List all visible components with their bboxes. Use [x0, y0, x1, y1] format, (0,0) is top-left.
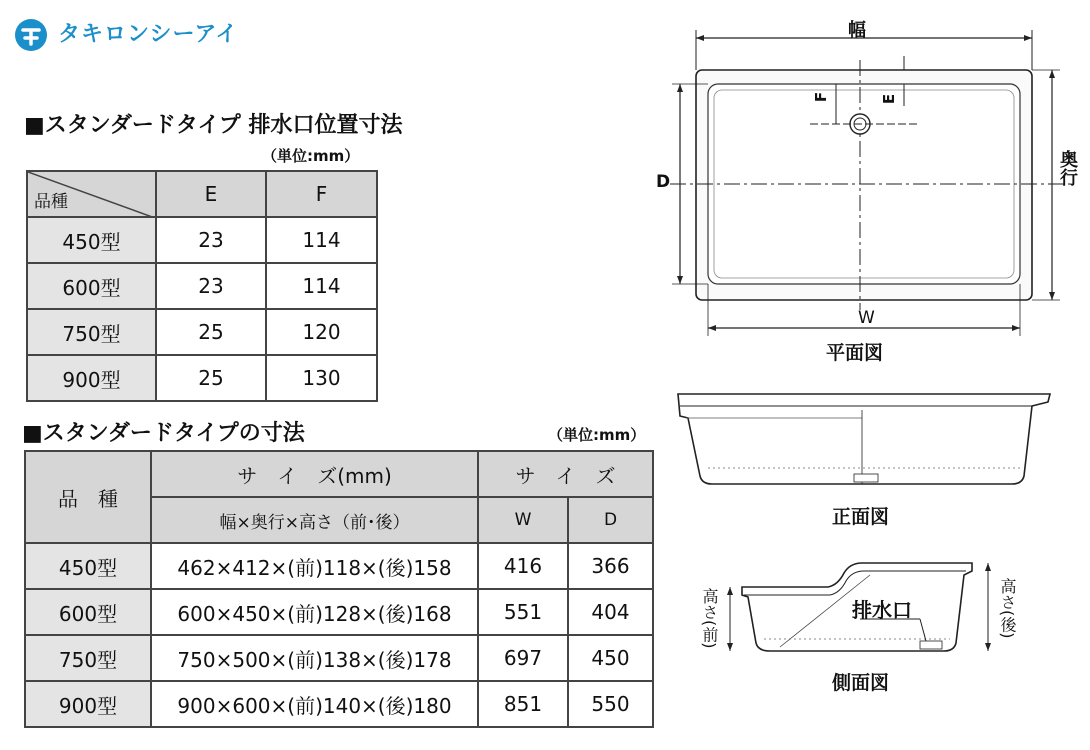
- drain-row-name: 900型: [27, 355, 156, 401]
- size-row-d: 404: [568, 589, 653, 635]
- plan-e-label: E: [880, 93, 899, 105]
- drain-row-f: 130: [266, 355, 377, 401]
- front-caption: 正面図: [832, 506, 890, 528]
- side-back-height-label: 高さ(後): [998, 578, 1017, 639]
- plan-w-label: W: [858, 308, 875, 328]
- side-drain-label: 排水口: [852, 598, 912, 622]
- size-row-w: 851: [478, 681, 568, 727]
- table-row: [27, 309, 377, 355]
- front-view-diagram: [672, 388, 1056, 498]
- drain-row-f: 114: [266, 217, 377, 263]
- size-header-name: 品 種: [25, 451, 151, 543]
- size-header-inner: サ イ ズ: [478, 451, 653, 497]
- table-row: [25, 589, 653, 635]
- drain-header-f: F: [266, 171, 377, 217]
- drain-header-e: E: [156, 171, 266, 217]
- table-row: [25, 635, 653, 681]
- drain-row-name: 750型: [27, 309, 156, 355]
- table-row: [27, 217, 377, 263]
- size-header-size: サ イ ズ(mm): [151, 451, 478, 497]
- table-row: [27, 355, 377, 401]
- size-row-name: 600型: [25, 589, 151, 635]
- size-row-name: 450型: [25, 543, 151, 589]
- drain-position-table: [26, 170, 378, 402]
- side-front-height-label: 高さ(前): [700, 588, 719, 649]
- drain-row-name: 450型: [27, 217, 156, 263]
- size-row-w: 416: [478, 543, 568, 589]
- drain-row-name: 600型: [27, 263, 156, 309]
- drain-section-unit: （単位:mm）: [262, 147, 360, 165]
- drain-row-f: 120: [266, 309, 377, 355]
- drain-row-f: 114: [266, 263, 377, 309]
- size-row-w: 551: [478, 589, 568, 635]
- size-row-size: 750×500×(前)138×(後)178: [151, 635, 478, 681]
- size-row-d: 450: [568, 635, 653, 681]
- plan-caption: 平面図: [826, 342, 884, 364]
- plan-d-label: D: [656, 172, 671, 192]
- plan-f-label: F: [812, 91, 831, 103]
- size-row-name: 750型: [25, 635, 151, 681]
- drain-row-e: 23: [156, 217, 266, 263]
- size-section-unit: （単位:mm）: [548, 426, 646, 444]
- size-row-d: 366: [568, 543, 653, 589]
- size-header-size-sub: 幅×奥行×高さ（前･後）: [151, 497, 478, 543]
- drain-section-title: ■スタンダードタイプ 排水口位置寸法: [24, 113, 403, 138]
- size-row-size: 462×412×(前)118×(後)158: [151, 543, 478, 589]
- drain-row-e: 23: [156, 263, 266, 309]
- logo-mark-icon: [14, 18, 48, 52]
- size-row-size: 600×450×(前)128×(後)168: [151, 589, 478, 635]
- size-row-d: 550: [568, 681, 653, 727]
- plan-view-diagram: [660, 10, 1080, 340]
- table-row: [25, 681, 653, 727]
- size-row-name: 900型: [25, 681, 151, 727]
- size-section-title: ■スタンダードタイプの寸法: [22, 421, 305, 446]
- drain-header-name: 品種: [27, 171, 156, 217]
- plan-width-label: 幅: [848, 20, 866, 41]
- size-table: [24, 450, 654, 728]
- size-header-d: D: [568, 497, 653, 543]
- side-caption: 側面図: [832, 672, 890, 694]
- size-header-w: W: [478, 497, 568, 543]
- logo-text: タキロンシーアイ: [58, 22, 239, 47]
- table-row: [27, 263, 377, 309]
- table-row: [25, 543, 653, 589]
- drain-row-e: 25: [156, 355, 266, 401]
- drain-row-e: 25: [156, 309, 266, 355]
- plan-depth-label: 奥行: [1057, 150, 1078, 186]
- size-row-w: 697: [478, 635, 568, 681]
- size-row-size: 900×600×(前)140×(後)180: [151, 681, 478, 727]
